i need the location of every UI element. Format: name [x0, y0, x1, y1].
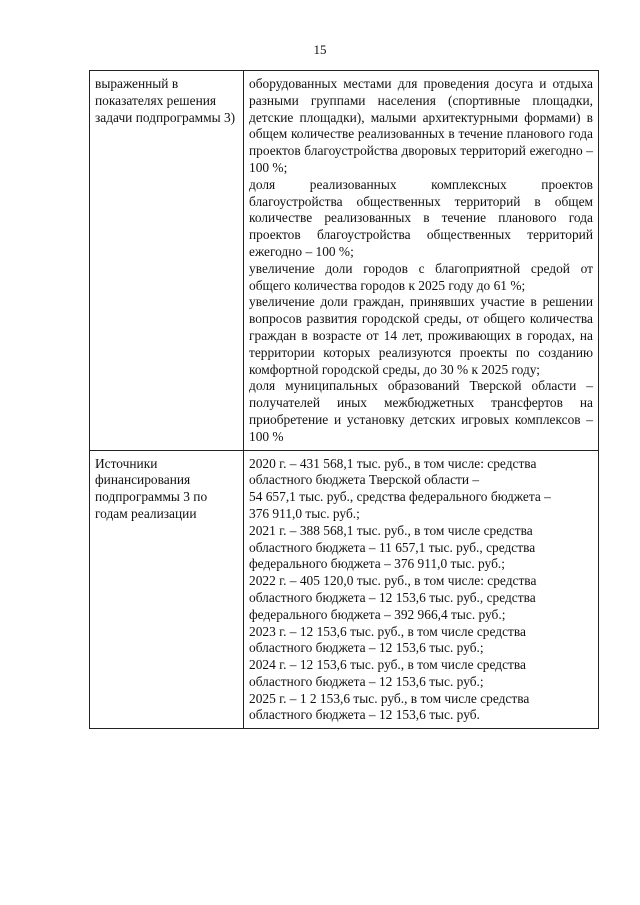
table-row-funding: [90, 450, 599, 729]
funding-line: 2024 г. – 12 153,6 тыс. руб., в том числе средства: [249, 657, 526, 673]
row-label-indicators: выраженный в показателях решения задачи подпрограммы 3): [90, 71, 244, 451]
funding-line: областного бюджета – 11 657,1 тыс. руб., средства: [249, 539, 536, 555]
page-number: 15: [313, 42, 327, 57]
indicator-paragraph: оборудованных местами для проведения досуга и отдыха разными группами населения (спортивные площадки, детские площадки), малыми архитектурными формами) в общем количестве реализованных в течение планового года проектов благоустройства дворовых территорий ежегодно – 100 %;: [249, 76, 593, 175]
funding-line: 2020 г. – 431 568,1 тыс. руб., в том числе: средства: [249, 455, 537, 471]
funding-line: федерального бюджета – 392 966,4 тыс. руб.;: [249, 606, 506, 622]
table-row-indicators: [90, 71, 599, 451]
row-label-funding: Источники финансирования подпрограммы 3 по годам реализации: [90, 450, 244, 729]
indicator-paragraph: доля реализованных комплексных проектов благоустройства общественных территорий в общем количестве реализованных в течение планового года проектов благоустройства общественных территорий ежегодно – 100 %;: [249, 176, 593, 259]
funding-line: 376 911,0 тыс. руб.;: [249, 505, 360, 521]
funding-line: 2025 г. – 1 2 153,6 тыс. руб., в том числе средства: [249, 690, 530, 706]
indicator-paragraph: увеличение доли граждан, принявших участие в решении вопросов развития городской среды, от общего количества граждан в возрасте от 14 лет, проживающих в городах, на территории которых реализуются проекты по созданию комфортной городской среды, до 30 % к 2025 году;: [249, 294, 593, 377]
passport-table: [89, 70, 599, 729]
indicator-paragraph: увеличение доли городов с благоприятной средой от общего количества городов к 2025 году до 61 %;: [249, 260, 593, 293]
funding-line: 2021 г. – 388 568,1 тыс. руб., в том числе средства: [249, 522, 533, 538]
funding-line: федерального бюджета – 376 911,0 тыс. руб.;: [249, 556, 505, 572]
funding-cell: [244, 450, 599, 729]
funding-line: областного бюджета – 12 153,6 тыс. руб., средства: [249, 589, 536, 605]
funding-line: 54 657,1 тыс. руб., средства федерального бюджета –: [249, 489, 551, 505]
funding-line: областного бюджета – 12 153,6 тыс. руб.;: [249, 673, 484, 689]
funding-line: областного бюджета – 12 153,6 тыс. руб.: [249, 707, 480, 723]
indicators-cell: [244, 71, 599, 451]
funding-line: 2022 г. – 405 120,0 тыс. руб., в том числе: средства: [249, 573, 537, 589]
indicator-paragraph: доля муниципальных образований Тверской области – получателей иных межбюджетных трансфертов на приобретение и установку детских игровых комплексов – 100 %: [249, 378, 593, 444]
funding-line: областного бюджета – 12 153,6 тыс. руб.;: [249, 640, 484, 656]
funding-line: областного бюджета Тверской области –: [249, 472, 480, 488]
funding-line: 2023 г. – 12 153,6 тыс. руб., в том числе средства: [249, 623, 526, 639]
